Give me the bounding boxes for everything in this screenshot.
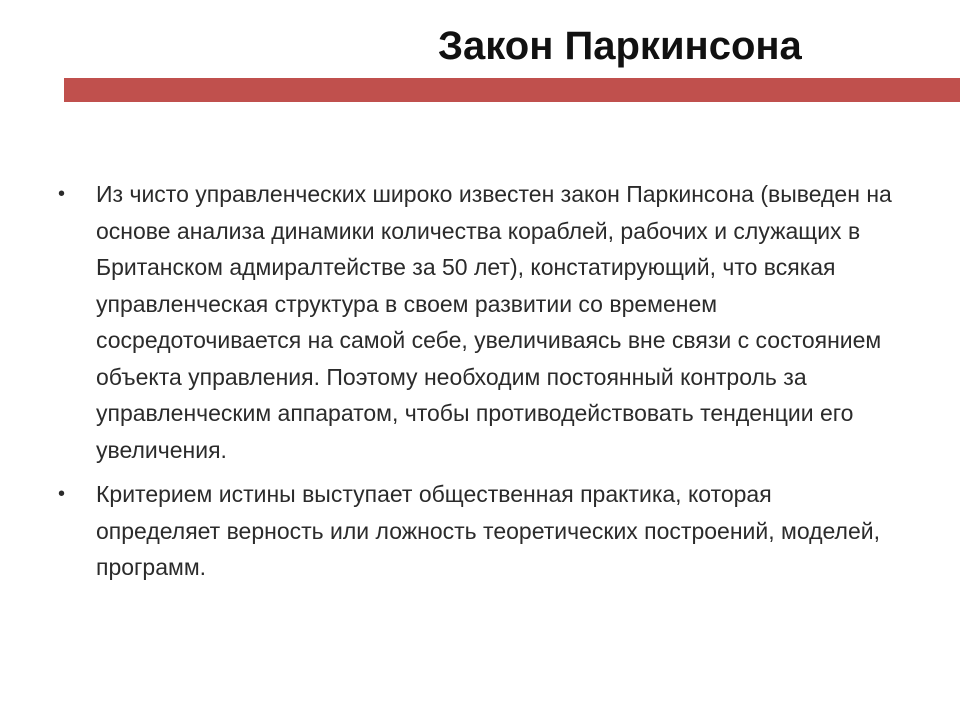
bullet-item — [58, 476, 898, 586]
bullet-item — [58, 176, 898, 468]
bullet-list — [58, 176, 898, 594]
slide-title: Закон Паркинсона — [438, 24, 802, 68]
bullet-dot-icon: • — [58, 183, 66, 205]
bullet-text: Из чисто управленческих широко известен закон Паркинсона (выведен на основе анализа динамики количества кораблей, рабочих и служащих в Британском адмиралтействе за 50 лет), констатирующий, что всякая управленческая структура в своем развитии со временем сосредоточивается на самой себе, увеличиваясь вне связи с состоянием объекта управления. Поэтому необходим постоянный контроль за управленческим аппаратом, чтобы противодействовать тенденции его увеличения. — [96, 181, 892, 463]
title-accent-bar — [64, 78, 960, 102]
bullet-dot-icon: • — [58, 483, 66, 505]
bullet-text: Критерием истины выступает общественная практика, которая определяет верность или ложность теоретических построений, моделей, программ. — [96, 481, 881, 580]
